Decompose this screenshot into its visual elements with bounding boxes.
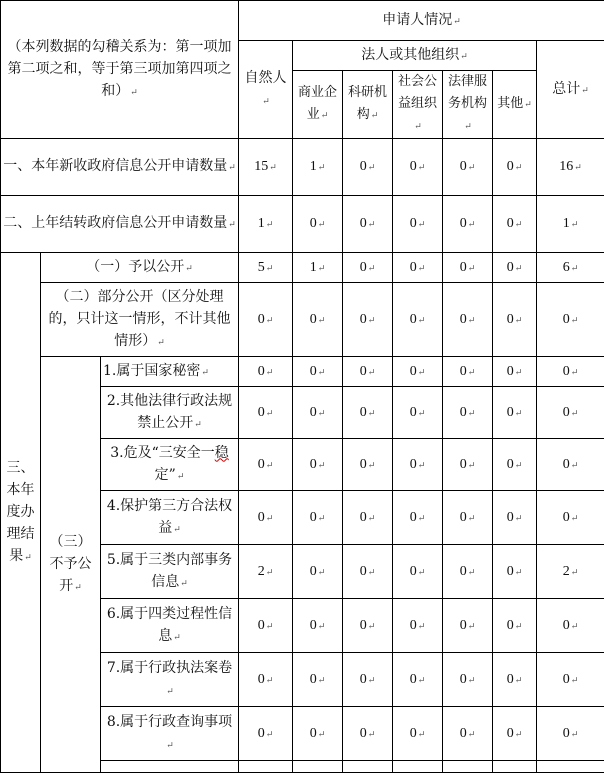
cell-value: 0↵ xyxy=(443,653,493,707)
value: 0 xyxy=(507,216,514,231)
value: 0 xyxy=(563,312,570,327)
value: 0 xyxy=(360,312,367,327)
value: 0 xyxy=(460,726,467,741)
cell-value: 0↵ xyxy=(493,357,537,387)
deny-item-label: 8.属于行政查询事项 xyxy=(107,714,232,730)
cell-value: 0↵ xyxy=(493,196,537,253)
value: 16 xyxy=(559,159,573,174)
cell-value: 0↵ xyxy=(343,653,393,707)
row-label: 7.属于行政执法案卷↵ xyxy=(101,653,239,707)
value: 0 xyxy=(460,405,467,420)
cell-value xyxy=(393,761,443,773)
value: 0 xyxy=(507,564,514,579)
cell-value xyxy=(537,761,604,773)
value: 0 xyxy=(410,672,417,687)
deny-item-label: 5.属于三类内部事务信息 xyxy=(107,552,232,590)
value: 5 xyxy=(258,260,265,275)
cell-value xyxy=(343,761,393,773)
cell-value: 0↵ xyxy=(293,387,343,439)
row-label: 1.属于国家秘密↵ xyxy=(101,357,239,387)
cell-value: 0↵ xyxy=(537,283,604,357)
cell-value: 1↵ xyxy=(293,139,343,196)
cell-value: 0↵ xyxy=(239,707,293,761)
cell-value: 0↵ xyxy=(537,357,604,387)
value: 0 xyxy=(258,726,265,741)
cell-value: 0↵ xyxy=(493,599,537,653)
header-research: 科研机构↵ xyxy=(343,71,393,139)
value: 0 xyxy=(360,726,367,741)
header-social-welfare: 社会公益组织↵ xyxy=(393,71,443,139)
value: 0 xyxy=(410,618,417,633)
value: 0 xyxy=(258,672,265,687)
cell-value: 0↵ xyxy=(293,196,343,253)
row-label: 二、上年结转政府信息公开申请数量↵ xyxy=(1,196,239,253)
value: 0 xyxy=(460,312,467,327)
cell-value: 0↵ xyxy=(493,653,537,707)
value: 0 xyxy=(507,510,514,525)
cell-value: 0↵ xyxy=(443,599,493,653)
header-legal-person-group: 法人或其他组织↵ xyxy=(293,41,537,71)
row-label: 一、本年新收政府信息公开申请数量↵ xyxy=(1,139,239,196)
value: 0 xyxy=(410,457,417,472)
cell-value: 0↵ xyxy=(393,196,443,253)
cell-value: 0↵ xyxy=(343,253,393,283)
cell-value: 0↵ xyxy=(239,357,293,387)
header-legal-service: 法律服务机构↵ xyxy=(443,71,493,139)
cell-value: 0↵ xyxy=(293,707,343,761)
cell-value: 0↵ xyxy=(343,599,393,653)
cell-value: 0↵ xyxy=(443,387,493,439)
cell-value: 0↵ xyxy=(393,357,443,387)
cell-value: 0↵ xyxy=(493,253,537,283)
cell-value: 0↵ xyxy=(393,387,443,439)
header-commercial: 商业企业↵ xyxy=(293,71,343,139)
cell-value: 0↵ xyxy=(293,439,343,491)
cell-value: 0↵ xyxy=(343,283,393,357)
value: 0 xyxy=(310,364,317,379)
cell-value: 0↵ xyxy=(343,387,393,439)
value: 0 xyxy=(258,618,265,633)
value: 0 xyxy=(460,260,467,275)
value: 0 xyxy=(360,364,367,379)
cell-value: 0↵ xyxy=(443,491,493,545)
cell-value xyxy=(239,761,293,773)
value: 0 xyxy=(507,672,514,687)
table-row-grant xyxy=(1,253,604,283)
value: 0 xyxy=(410,159,417,174)
cell-value: 0↵ xyxy=(239,599,293,653)
row-label: 4.保护第三方合法权益↵ xyxy=(101,491,239,545)
value: 0 xyxy=(360,510,367,525)
cell-value: 0↵ xyxy=(343,439,393,491)
cell-value: 0↵ xyxy=(493,491,537,545)
deny-item-label-part: 3.危及“三安全一 xyxy=(110,445,215,461)
header-other: 其他↵ xyxy=(493,71,537,139)
cell-value: 0↵ xyxy=(293,653,343,707)
value: 0 xyxy=(310,726,317,741)
cell-value: 0↵ xyxy=(393,283,443,357)
value: 0 xyxy=(310,564,317,579)
value: 0 xyxy=(460,672,467,687)
row-label xyxy=(101,761,239,773)
value: 0 xyxy=(360,618,367,633)
cell-value: 0↵ xyxy=(293,357,343,387)
value: 2 xyxy=(258,564,265,579)
header-natural-person: 自然人↵ xyxy=(239,41,293,139)
cell-value: 5↵ xyxy=(239,253,293,283)
grant-label: （一）予以公开 xyxy=(86,259,184,275)
value: 1 xyxy=(258,216,265,231)
cell-value: 0↵ xyxy=(239,387,293,439)
cell-value: 0↵ xyxy=(393,139,443,196)
cell-value: 0↵ xyxy=(393,599,443,653)
cell-value: 0↵ xyxy=(493,439,537,491)
value: 0 xyxy=(563,510,570,525)
cell-value: 0↵ xyxy=(293,283,343,357)
legal-service-text: 法律服务机构 xyxy=(448,74,487,111)
value: 0 xyxy=(507,457,514,472)
value: 0 xyxy=(360,564,367,579)
social-welfare-text: 社会公益组织 xyxy=(398,74,437,111)
cell-value: 0↵ xyxy=(393,707,443,761)
cell-value: 0↵ xyxy=(443,545,493,599)
value: 0 xyxy=(258,405,265,420)
header-note-text: （本列数据的勾稽关系为：第一项加第二项之和，等于第三项加第四项之和） xyxy=(8,39,232,99)
cell-value: 2↵ xyxy=(239,545,293,599)
cell-value: 0↵ xyxy=(293,491,343,545)
value: 0 xyxy=(360,159,367,174)
cell-value: 0↵ xyxy=(443,253,493,283)
cell-value: 0↵ xyxy=(343,491,393,545)
table-row-carried-over xyxy=(1,196,604,253)
row-label: 3.危及“三安全一稳定”↵ xyxy=(101,439,239,491)
value: 0 xyxy=(460,564,467,579)
value: 0 xyxy=(310,216,317,231)
row-label: 2.其他法律行政法规禁止公开↵ xyxy=(101,387,239,439)
value: 0 xyxy=(410,726,417,741)
cell-value: 0↵ xyxy=(239,491,293,545)
value: 0 xyxy=(410,312,417,327)
value: 0 xyxy=(507,726,514,741)
cell-value: 0↵ xyxy=(393,439,443,491)
deny-item-label: 7.属于行政执法案卷 xyxy=(107,660,232,676)
value: 0 xyxy=(563,405,570,420)
cell-value: 0↵ xyxy=(493,139,537,196)
cell-value xyxy=(293,761,343,773)
value: 0 xyxy=(563,672,570,687)
cell-value: 0↵ xyxy=(239,283,293,357)
value: 0 xyxy=(507,405,514,420)
total-text: 总计 xyxy=(552,81,580,97)
cell-value: 0↵ xyxy=(443,283,493,357)
value: 0 xyxy=(258,312,265,327)
table-row-deny-1 xyxy=(1,357,604,387)
cell-value: 1↵ xyxy=(293,253,343,283)
value: 0 xyxy=(563,726,570,741)
cell-value: 0↵ xyxy=(393,491,443,545)
value: 0 xyxy=(360,260,367,275)
spellcheck-underlined-text: 稳 xyxy=(215,445,229,461)
value: 0 xyxy=(507,312,514,327)
cell-value: 15↵ xyxy=(239,139,293,196)
cell-value: 0↵ xyxy=(537,439,604,491)
header-applicant-info: 申请人情况↵ xyxy=(239,1,604,41)
header-note: （本列数据的勾稽关系为：第一项加第二项之和，等于第三项加第四项之和）↵ xyxy=(1,1,239,139)
cell-value: 0↵ xyxy=(343,196,393,253)
cell-value: 2↵ xyxy=(537,545,604,599)
value: 1 xyxy=(310,260,317,275)
table-row-new-requests xyxy=(1,139,604,196)
value: 0 xyxy=(360,405,367,420)
value: 0 xyxy=(310,510,317,525)
value: 0 xyxy=(360,672,367,687)
cell-value: 0↵ xyxy=(493,545,537,599)
value: 0 xyxy=(310,618,317,633)
value: 0 xyxy=(360,216,367,231)
value: 6 xyxy=(563,260,570,275)
value: 0 xyxy=(507,159,514,174)
cell-value: 0↵ xyxy=(493,283,537,357)
research-text: 科研机构 xyxy=(348,85,387,122)
legal-person-group-text: 法人或其他组织 xyxy=(361,47,459,63)
value: 1 xyxy=(563,216,570,231)
value: 0 xyxy=(507,260,514,275)
cell-value: 0↵ xyxy=(443,196,493,253)
cell-value: 0↵ xyxy=(343,357,393,387)
cell-value xyxy=(443,761,493,773)
value: 15 xyxy=(254,159,268,174)
deny-item-label: 6.属于四类过程性信息 xyxy=(107,606,232,644)
other-text: 其他 xyxy=(497,96,523,111)
value: 1 xyxy=(310,159,317,174)
cell-value xyxy=(493,761,537,773)
value: 0 xyxy=(507,364,514,379)
deny-label-text: （三）不予公开 xyxy=(50,534,92,594)
deny-item-label-part: 定” xyxy=(155,467,176,483)
value: 0 xyxy=(258,364,265,379)
value: 0 xyxy=(410,260,417,275)
value: 0 xyxy=(310,457,317,472)
cell-value: 0↵ xyxy=(343,707,393,761)
cell-value: 0↵ xyxy=(293,545,343,599)
carried-over-label: 二、上年结转政府信息公开申请数量 xyxy=(3,215,227,231)
value: 0 xyxy=(563,364,570,379)
value: 2 xyxy=(563,564,570,579)
value: 0 xyxy=(460,618,467,633)
cell-value: 0↵ xyxy=(443,439,493,491)
natural-person-text: 自然人 xyxy=(245,70,287,86)
cell-value: 0↵ xyxy=(393,545,443,599)
partial-label: （二）部分公开（区分处理的，只计这一情形，不计其他情形） xyxy=(49,289,231,349)
cell-value: 0↵ xyxy=(443,707,493,761)
value: 0 xyxy=(410,364,417,379)
value: 0 xyxy=(410,216,417,231)
commercial-text: 商业企业 xyxy=(298,85,337,122)
row-label: 8.属于行政查询事项↵ xyxy=(101,707,239,761)
cell-value: 0↵ xyxy=(493,387,537,439)
value: 0 xyxy=(258,510,265,525)
value: 0 xyxy=(310,405,317,420)
value: 0 xyxy=(410,564,417,579)
value: 0 xyxy=(460,457,467,472)
cell-value: 16↵ xyxy=(537,139,604,196)
value: 0 xyxy=(460,216,467,231)
deny-item-label: 2.其他法律行政法规禁止公开 xyxy=(107,393,232,431)
deny-label: （三）不予公开↵ xyxy=(41,357,101,773)
cell-value: 0↵ xyxy=(239,653,293,707)
cell-value: 1↵ xyxy=(239,196,293,253)
cell-value: 0↵ xyxy=(343,139,393,196)
cell-value: 0↵ xyxy=(239,439,293,491)
cell-value: 0↵ xyxy=(493,707,537,761)
value: 0 xyxy=(563,618,570,633)
row-label: 6.属于四类过程性信息↵ xyxy=(101,599,239,653)
cell-value: 0↵ xyxy=(393,653,443,707)
cell-value: 0↵ xyxy=(537,599,604,653)
section3-label-text: 三、本年度办理结果 xyxy=(7,460,35,564)
header-total: 总计↵ xyxy=(537,41,604,139)
value: 0 xyxy=(258,457,265,472)
cell-value: 0↵ xyxy=(443,139,493,196)
cell-value: 0↵ xyxy=(293,599,343,653)
section3-label: 三、本年度办理结果↵ xyxy=(1,253,41,773)
cell-value: 6↵ xyxy=(537,253,604,283)
cell-value: 0↵ xyxy=(537,653,604,707)
cell-value: 0↵ xyxy=(537,387,604,439)
value: 0 xyxy=(460,364,467,379)
value: 0 xyxy=(360,457,367,472)
value: 0 xyxy=(460,159,467,174)
row-label: （二）部分公开（区分处理的，只计这一情形，不计其他情形）↵ xyxy=(41,283,239,357)
row-label: 5.属于三类内部事务信息↵ xyxy=(101,545,239,599)
applicant-info-text: 申请人情况 xyxy=(382,12,452,28)
deny-item-label: 4.保护第三方合法权益 xyxy=(107,498,232,536)
value: 0 xyxy=(507,618,514,633)
value: 0 xyxy=(410,405,417,420)
deny-item-label: 1.属于国家秘密 xyxy=(103,363,200,379)
value: 0 xyxy=(410,510,417,525)
value: 0 xyxy=(310,312,317,327)
cell-value: 0↵ xyxy=(343,545,393,599)
value: 0 xyxy=(310,672,317,687)
value: 0 xyxy=(460,510,467,525)
cell-value: 0↵ xyxy=(443,357,493,387)
cell-value: 0↵ xyxy=(537,707,604,761)
row-label: （一）予以公开↵ xyxy=(41,253,239,283)
value: 0 xyxy=(563,457,570,472)
cell-value: 0↵ xyxy=(393,253,443,283)
cell-value: 1↵ xyxy=(537,196,604,253)
new-requests-label: 一、本年新收政府信息公开申请数量 xyxy=(3,158,227,174)
table-row-partial xyxy=(1,283,604,357)
cell-value: 0↵ xyxy=(537,491,604,545)
